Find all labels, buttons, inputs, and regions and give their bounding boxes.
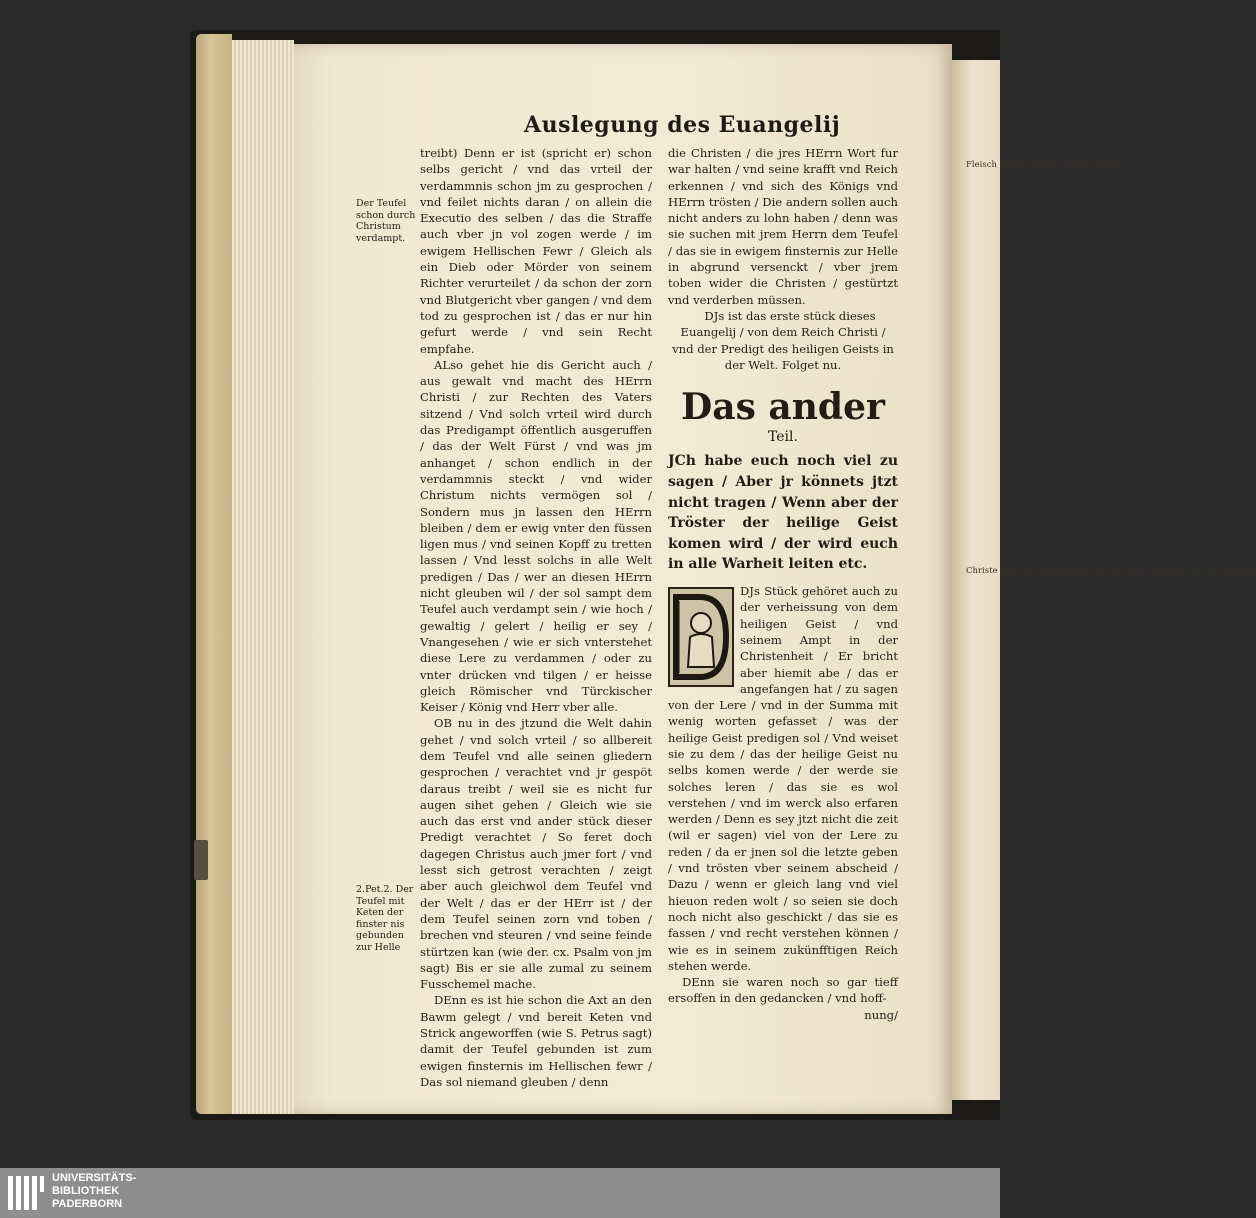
paragraph: treibt) Denn er ist (spricht er) schon selbs gericht / vnd das vrteil der verdammnis schon jm zu gesprochen / vnd feilet nichts daran / on allein die Executio des selben / das die Straffe auch vber jn vol zogen werde / im ewigem Hellischen Fewr / Gleich als ein Dieb oder Mörder von seinem Richter verurteilet / da schon der zorn vnd Blutgericht vber gangen / vnd dem tod zu gesprochen ist / das er nur hin gefurt werde / vnd sein Recht empfahe. <box>420 146 652 356</box>
paragraph: OB nu in des jtzund die Welt dahin gehet / vnd solch vrteil / so allbereit dem Teufel vnd alle seinen gliedern gesprochen / verachtet vnd jr gespöt daraus treibt / weil sie es nicht fur augen sihet gehen / Gleich wie sie auch das erst vnd ander stück dieser Predigt verachtet / So feret doch dagegen Christus auch jmer fort / vnd lesst sich getrost verachten / zeigt aber auch gleichwol dem Teufel vnd der Welt / das er der HErr ist / der dem Teufel seinen zorn vnd toben / brechen vnd steuren / vnd seine feinde stürtzen kan (wie der. cx. Psalm von jm sagt) Bis er sie alle zumal zu seinem Fusschemel mache. <box>420 716 652 992</box>
paragraph: DJs ist das erste stück dieses Euangelij / von dem Reich Christi / vnd der Predigt des heiligen Geists in der Welt. Folget nu. <box>672 308 894 372</box>
library-name-line: PADERBORN <box>52 1198 123 1210</box>
book-clasp <box>194 840 208 880</box>
paragraph: die Christen / die jres HErrn Wort fur war halten / vnd seine krafft vnd Reich erkennen / vnd sich des Königs vnd HErrn trösten / Die andern sollen auch nicht anders zu lohn haben / denn was sie suchen mit jrem Herrn dem Teufel / das sie in ewigem finsternis zur Helle in abgrund versenckt / vber jrem toben wider die Christen / gestürtzt vnd verderben müssen. <box>668 146 898 307</box>
paragraph: DJs Stück gehöret auch zu der verheissung von dem heiligen Geist / vnd seinem Ampt in der Christenheit / Er bricht aber hiemit abe / das er angefangen hat / zu sagen von der Lere / vnd in der Summa mit wenig worten gefasset / was der heilige Geist predigen sol / Vnd weiset sie zu dem / das der heilige Geist nu selbs komen werde / der werde sie solches leren / das sie es wol verstehen / vnd im werck also erfaren werden / Denn es sey jtzt nicht die zeit (wil er sagen) viel von der Lere zu reden / da er jnen sol die letzte geben / vnd trösten vber seinem abscheid / Dazu / wenn er gleich lang vnd viel hieuon reden wolt / so seien sie doch noch nicht also geschickt / das sie es fassen / vnd recht verstehen können / wie es in seinem zukünfftigen Reich stehen werde. <box>668 584 898 973</box>
margin-note: Der Teufel schon durch Christum verdampt. <box>356 198 416 244</box>
book-cover-edge <box>196 34 232 1114</box>
library-name <box>52 1172 136 1211</box>
paragraph: DEnn sie waren noch so gar tieff ersoffen in den gedancken / vnd hoff- <box>668 975 898 1006</box>
decorated-initial-d <box>668 587 734 687</box>
section-title: Das ander <box>681 386 885 429</box>
section-subtitle: Teil. <box>768 429 798 446</box>
paragraph: DEnn es ist hie schon die Axt an den Bawm gelegt / vnd bereit Keten vnd Strick angeworffen (wie S. Petrus sagt) damit der Teufel gebunden ist zum ewigen finsternis im Hellischen fewr / Das sol niemand gleuben / denn <box>420 993 652 1089</box>
margin-note: 2.Pet.2. Der Teufel mit Keten der finster nis gebunden zur Helle <box>356 884 414 953</box>
facing-page-note: Fleisch gedanc der Jü vom R Christ <box>966 160 1119 170</box>
catchword: nung/ <box>864 1007 898 1022</box>
left-text-column <box>420 145 652 1090</box>
library-name-line: UNIVERSITÄTS- <box>52 1172 137 1184</box>
paragraph: ALso gehet hie dis Gericht auch / aus gewalt vnd macht des HErrn Christi / zur Rechten des Vaters sitzend / Vnd solch vrteil wird durch das Predigampt öffentlich ausgeruffen / das der Welt Fürst / vnd was jm anhanget / schon endlich in der verdammnis steckt / vnd wider Christum nichts vermögen sol / Sondern mus jn lassen den HErrn bleiben / dem er ewig vnter den füssen ligen mus / vnd seinen Kopff zu tretten lassen / Vnd lesst solchs in alle Welt predigen / Das / wer an diesen HErrn nicht gleuben wil / der sol sampt dem Teufel auch verdampt sein / wie hoch / gewaltig / gelert / heilig er sey / Vnangesehen / wie er sich vnterstehet diese Lere zu verdammen / oder zu vnter drücken vnd tilgen / er heisse gleich Römischer vnd Türckischer Keiser / König vnd Herr vber alle. <box>420 357 652 715</box>
scripture-intro: JCh habe euch noch viel zu sagen / Aber jr könnets jtzt nicht tragen / Wenn aber der Tröster der heilige Geist komen wird / der wird euch in alle Warheit leiten etc. <box>668 453 898 573</box>
right-text-column <box>668 145 898 1023</box>
library-name-line: BIBLIOTHEK <box>52 1185 120 1197</box>
facing-page-note: Christe digt vnd erzitung ben die fel nich verstand vor sein himelfa <box>966 566 1256 576</box>
page-stack-edge <box>232 40 294 1114</box>
library-logo-icon <box>6 1174 46 1212</box>
decorated-initial-icon <box>670 589 732 685</box>
library-footer <box>0 1168 1000 1218</box>
running-head: Auslegung des Euangelij <box>524 112 841 138</box>
facing-page-edge <box>952 60 1000 1100</box>
